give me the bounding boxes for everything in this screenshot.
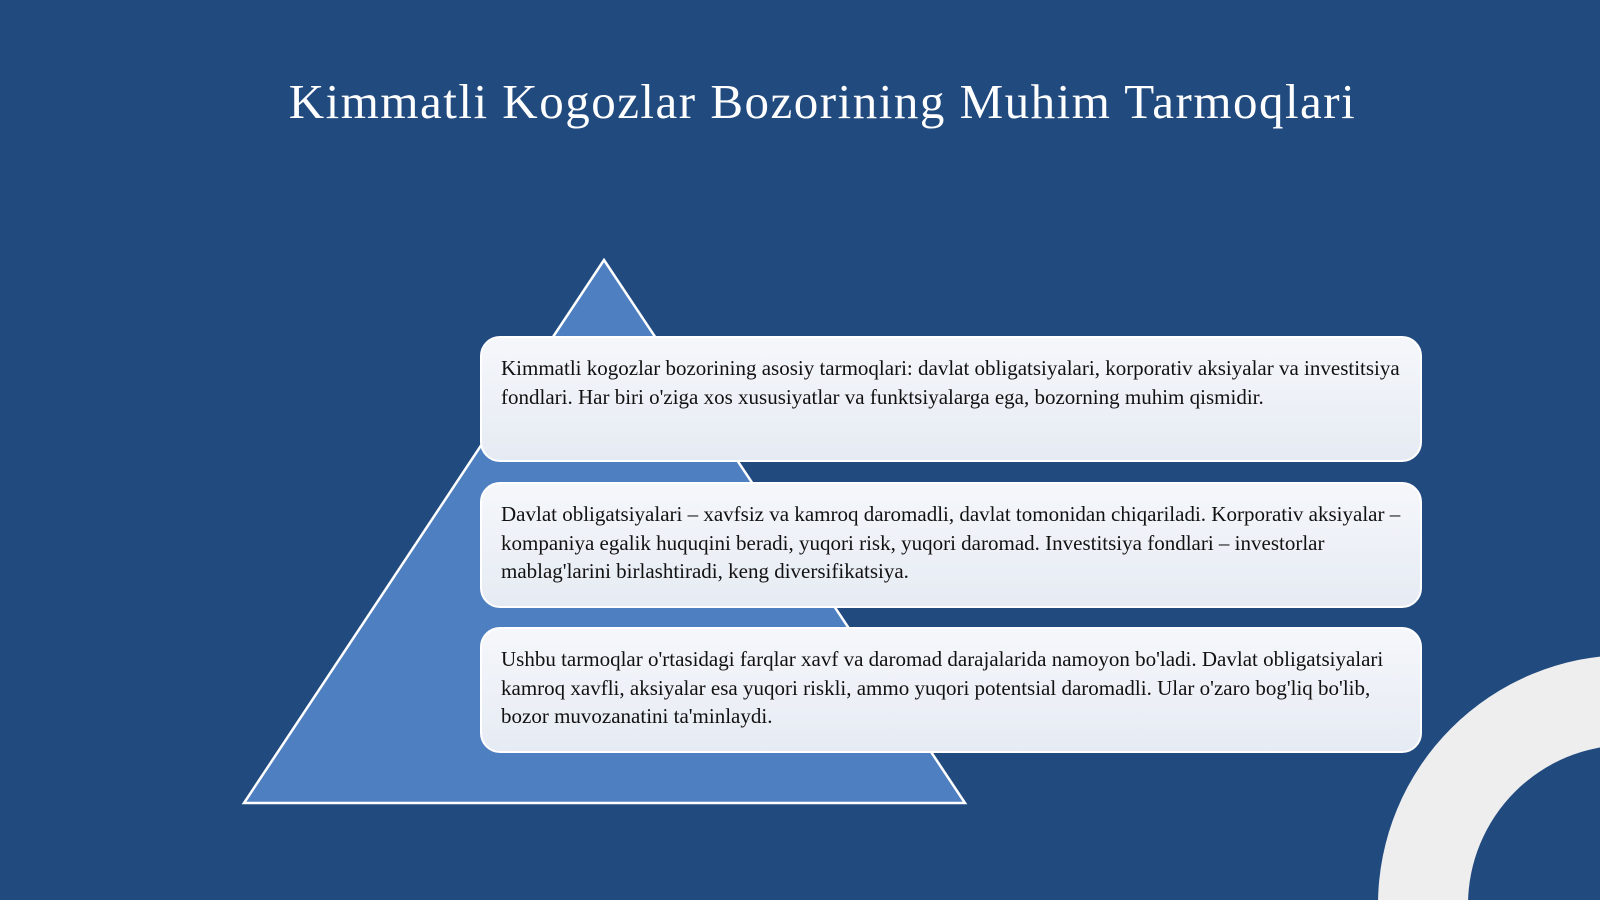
text-box-overview-text: Kimmatli kogozlar bozorining asosiy tarmoqlari: davlat obligatsiyalari, korporativ aksiyalar va investitsiya fondlari. Har biri o'ziga xos xususiyatlar va funktsiyalarga ega, bozorning muhim qismidir. <box>501 356 1400 409</box>
slide-title: Kimmatli Kogozlar Bozorining Muhim Tarmoqlari <box>288 74 1357 129</box>
text-box-differences <box>480 627 1422 753</box>
text-box-characteristics-text: Davlat obligatsiyalari – xavfsiz va kamroq daromadli, davlat tomonidan chiqariladi. Korporativ aksiyalar – kompaniya egalik huquqini beradi, yuqori risk, yuqori daromad. Investitsiya fondlari – investorlar mablag'larini birlashtiradi, keng diversifikatsiya. <box>501 502 1401 583</box>
text-box-differences-text: Ushbu tarmoqlar o'rtasidagi farqlar xavf va daromad darajalarida namoyon bo'ladi. Davlat obligatsiyalari kamroq xavfli, aksiyalar esa yuqori riskli, ammo yuqori potentsial daromadli. Ular o'zaro bog'liq bo'lib, bozor muvozanatini ta'minlaydi. <box>501 647 1384 728</box>
text-box-characteristics <box>480 482 1422 608</box>
text-box-overview <box>480 336 1422 462</box>
